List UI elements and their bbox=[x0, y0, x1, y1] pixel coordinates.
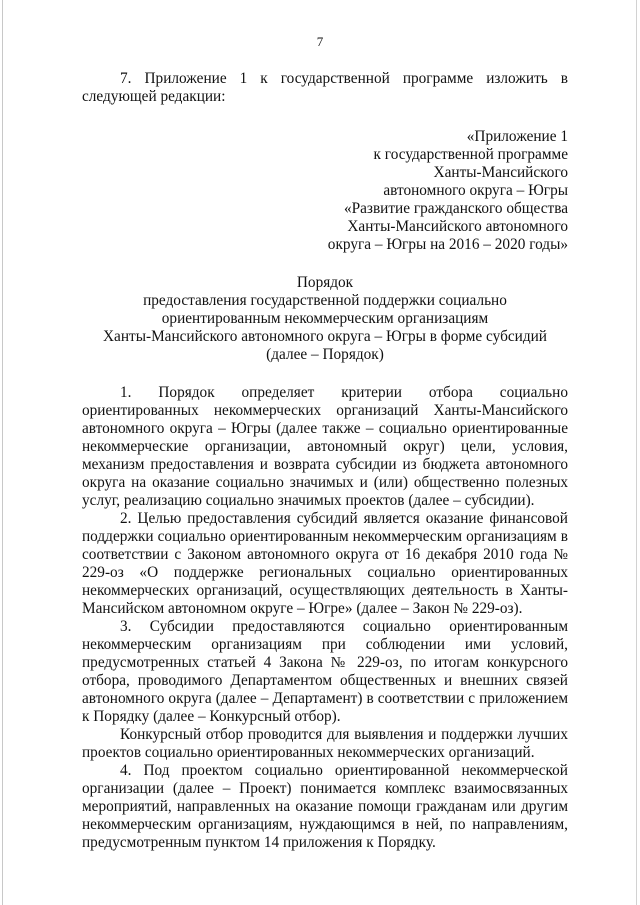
page-edge-right bbox=[636, 0, 637, 905]
title-line: Ханты-Мансийского автономного округа – Югры в форме субсидий bbox=[102, 328, 547, 345]
paragraph-3: 3. Субсидии предоставляются социально ориентированным некоммерческим организациям при соблюдении ими условий, предусмотренных статьей 4 Закона № 229-оз, по итогам конкурсного отбора, проводимого Департаментом общественных и внешних связей автономного округа (далее – Департамент) в соответствии с приложением к Порядку (далее – Конкурсный отбор). bbox=[82, 618, 568, 725]
title-line: ориентированным некоммерческим организациям bbox=[161, 310, 489, 327]
paragraphs bbox=[82, 384, 568, 852]
paragraph-4: 4. Под проектом социально ориентированной некоммерческой организации (далее – Проект) понимается комплекс взаимосвязанных мероприятий, направленных на оказание помощи гражданам или другим некоммерческим организациям, нуждающимся в ней, по направлениям, предусмотренным пунктом 14 приложения к Порядку. bbox=[82, 762, 568, 851]
paragraph-2: 2. Целью предоставления субсидий является оказание финансовой поддержки социально ориентированным некоммерческим организациям в соответствии с Законом автономного округа от 16 декабря 2010 года № 229-оз «О поддержке региональных социально ориентированных некоммерческих организаций, осуществляющих деятельность в Ханты-Мансийском автономном округе – Югре» (далее – Закон № 229-оз). bbox=[82, 510, 568, 617]
document-title bbox=[82, 274, 568, 364]
appendix-line: Ханты-Мансийского bbox=[433, 164, 568, 181]
appendix-line: округа – Югры на 2016 – 2020 годы» bbox=[327, 236, 568, 253]
title-line: предоставления государственной поддержки социально bbox=[143, 292, 507, 309]
paragraph-3-continuation: Конкурсный отбор проводится для выявления и поддержки лучших проектов социально ориентированных некоммерческих организаций. bbox=[82, 726, 568, 761]
title-line: (далее – Порядок) bbox=[266, 346, 384, 363]
appendix-line: «Приложение 1 bbox=[466, 128, 568, 145]
title-line: Порядок bbox=[296, 274, 354, 291]
appendix-line: к государственной программе bbox=[373, 146, 568, 163]
intro-paragraph: 7. Приложение 1 к государственной программе изложить в следующей редакции: bbox=[82, 70, 568, 105]
paragraph-1: 1. Порядок определяет критерии отбора социально ориентированных некоммерческих организаций Ханты-Мансийского автономного округа – Югры (далее также – социально ориентированные некоммерческие организации, автономный округ) цели, условия, механизм предоставления и возврата субсидии из бюджета автономного округа на оказание социально значимых и (или) общественно полезных услуг, реализацию социально значимых проектов (далее – субсидии). bbox=[82, 384, 568, 509]
appendix-header bbox=[262, 128, 568, 254]
appendix-line: автономного округа – Югры bbox=[383, 182, 568, 199]
page-edge-left bbox=[2, 0, 3, 905]
page-number: 7 bbox=[316, 34, 324, 49]
document-body bbox=[82, 70, 568, 852]
appendix-line: Ханты-Мансийского автономного bbox=[347, 218, 568, 235]
appendix-line: «Развитие гражданского общества bbox=[343, 200, 568, 217]
